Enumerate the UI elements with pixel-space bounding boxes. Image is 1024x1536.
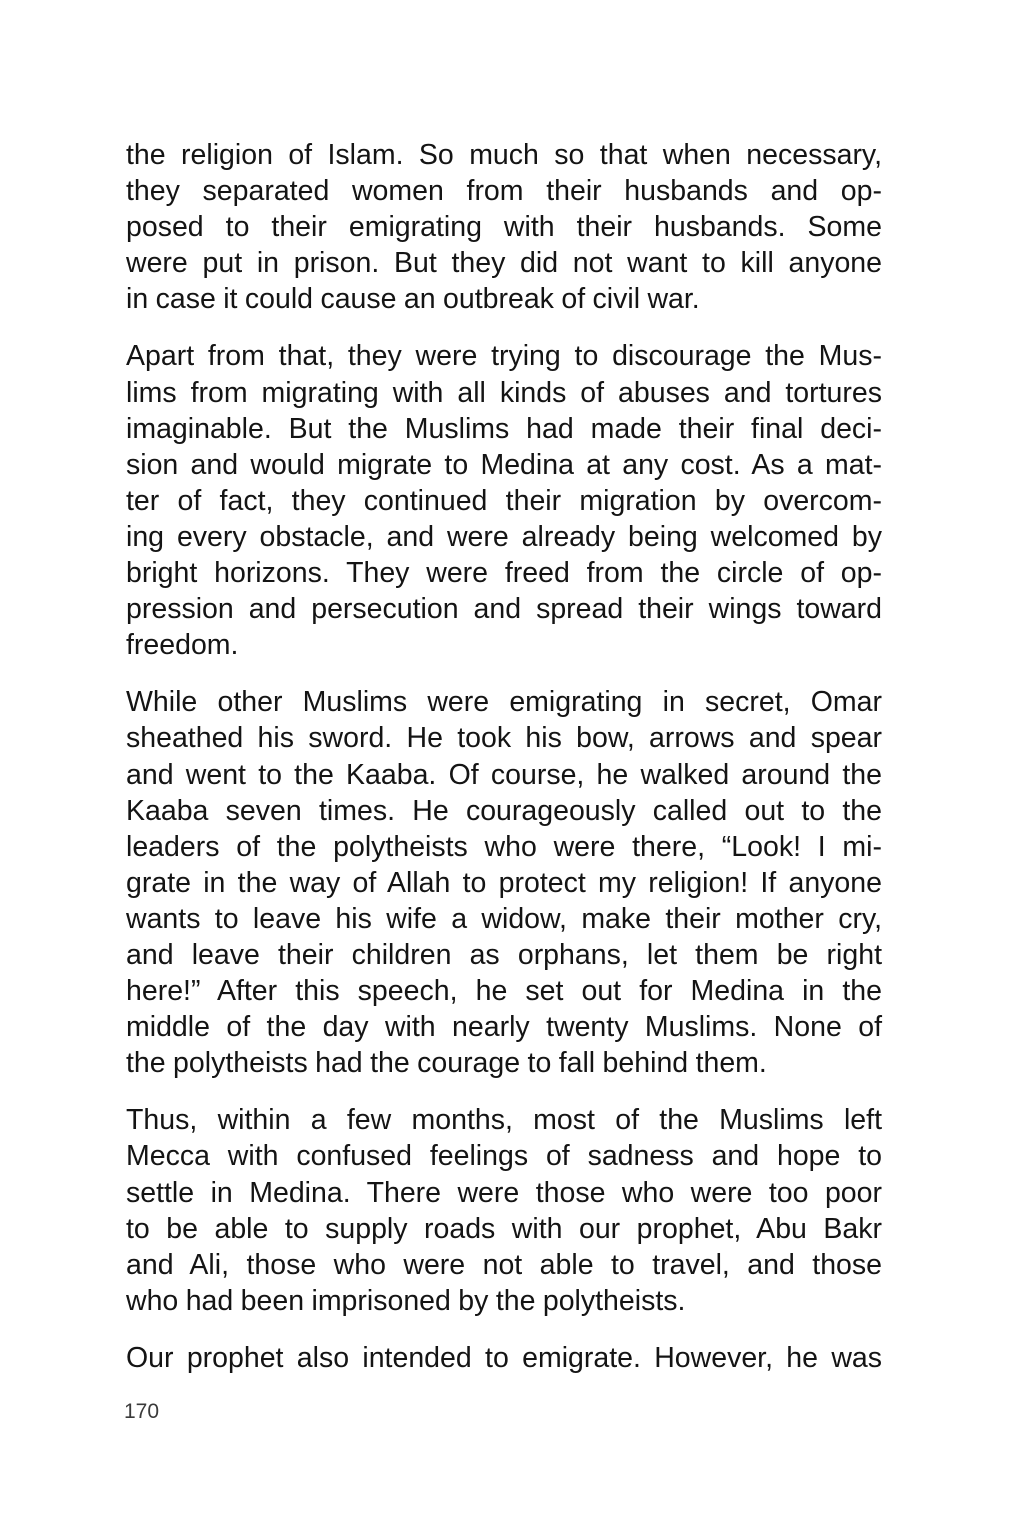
paragraph-3 [126, 684, 882, 1081]
paragraph-1 [126, 137, 882, 317]
paragraph-2 [126, 338, 882, 663]
text-line: leaders of the polytheists who were there, “Look! I mi- [126, 830, 882, 863]
text-line: who had been imprisoned by the polytheists. [126, 1284, 686, 1317]
text-line: ing every obstacle, and were already being welcomed by [126, 520, 882, 553]
text-line: wants to leave his wife a widow, make their mother cry, [126, 902, 882, 935]
text-line: Thus, within a few months, most of the Muslims left [126, 1104, 882, 1137]
text-line: and leave their children as orphans, let them be right [126, 938, 882, 971]
text-line: and Ali, those who were not able to travel, and those [126, 1248, 882, 1281]
text-line: in case it could cause an outbreak of civil war. [126, 283, 700, 316]
text-line: lims from migrating with all kinds of abuses and tortures [126, 376, 882, 409]
paragraph-4 [126, 1102, 882, 1319]
text-line: they separated women from their husbands and op- [126, 175, 882, 208]
text-line: Apart from that, they were trying to discourage the Mus- [126, 340, 882, 373]
text-line: posed to their emigrating with their husbands. Some [126, 211, 882, 244]
text-line: middle of the day with nearly twenty Muslims. None of [126, 1011, 882, 1044]
text-line: Mecca with confused feelings of sadness and hope to [126, 1140, 882, 1173]
text-line: freedom. [126, 629, 239, 662]
text-line: here!” After this speech, he set out for Medina in the [126, 975, 882, 1008]
text-line: While other Muslims were emigrating in secret, Omar [126, 686, 882, 719]
text-line: the polytheists had the courage to fall behind them. [126, 1047, 767, 1080]
page-number: 170 [124, 1400, 160, 1423]
text-line: ter of fact, they continued their migration by overcom- [126, 484, 882, 517]
text-line: were put in prison. But they did not want to kill anyone [126, 247, 882, 280]
text-line: Our prophet also intended to emigrate. However, he was [126, 1341, 882, 1374]
text-line: bright horizons. They were freed from the circle of op- [126, 557, 882, 590]
text-line: settle in Medina. There were those who were too poor [126, 1176, 882, 1209]
text-line: sion and would migrate to Medina at any cost. As a mat- [126, 448, 882, 481]
text-line: and went to the Kaaba. Of course, he walked around the [126, 758, 882, 791]
text-line: grate in the way of Allah to protect my religion! If anyone [126, 866, 882, 899]
text-line: pression and persecution and spread their wings toward [126, 593, 882, 626]
body-text [126, 137, 882, 1397]
paragraph-5 [126, 1340, 882, 1376]
text-line: imaginable. But the Muslims had made their final deci- [126, 412, 882, 445]
text-line: Kaaba seven times. He courageously called out to the [126, 794, 882, 827]
text-line: to be able to supply roads with our prophet, Abu Bakr [126, 1212, 882, 1245]
text-line: the religion of Islam. So much so that when necessary, [126, 139, 882, 171]
text-line: sheathed his sword. He took his bow, arrows and spear [126, 722, 882, 755]
